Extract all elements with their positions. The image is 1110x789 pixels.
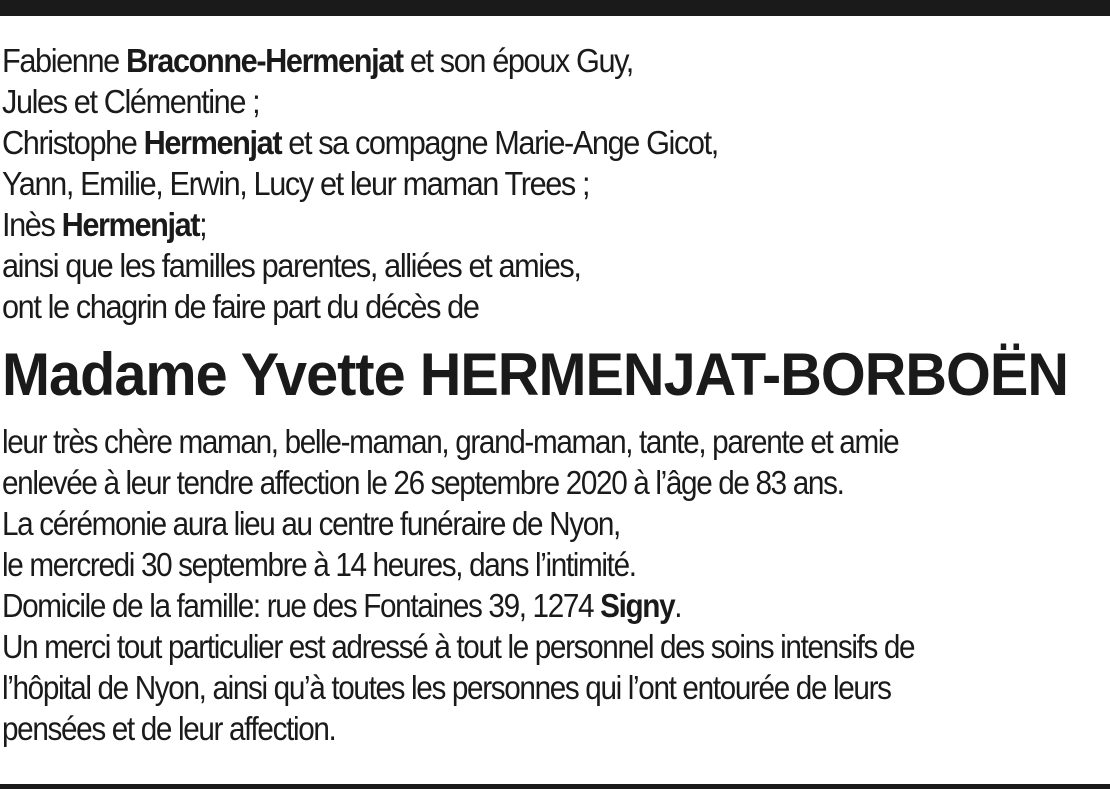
obituary-notice — [2, 40, 1108, 749]
intro-line-5: Inès Hermenjat; — [2, 206, 207, 243]
body-line-1: leur très chère maman, belle-maman, grand-maman, tante, parente et amie — [2, 423, 899, 460]
town-name: Signy — [600, 587, 675, 624]
intro-line-4: Yann, Emilie, Erwin, Lucy et leur maman Trees ; — [2, 165, 590, 202]
notice-body — [2, 421, 1108, 749]
intro-line-6: ainsi que les familles parentes, alliées et amies, — [2, 247, 581, 284]
deceased-name: Madame Yvette HERMENJAT-BORBOËN — [2, 341, 1068, 408]
surname: Hermenjat — [61, 206, 200, 243]
body-line-7: l’hôpital de Nyon, ainsi qu’à toutes les personnes qui l’ont entourée de leurs — [2, 669, 891, 706]
body-line-6: Un merci tout particulier est adressé à tout le personnel des soins intensifs de — [2, 628, 915, 665]
intro-line-1: Fabienne Braconne-Hermenjat et son époux Guy, — [2, 42, 633, 79]
family-list — [2, 40, 1108, 327]
intro-line-3: Christophe Hermenjat et sa compagne Marie-Ange Gicot, — [2, 124, 718, 161]
surname: Hermenjat — [143, 124, 282, 161]
body-line-3: La cérémonie aura lieu au centre funéraire de Nyon, — [2, 505, 620, 542]
surname: Braconne-Hermenjat — [125, 42, 403, 79]
body-line-4: le mercredi 30 septembre à 14 heures, dans l’intimité. — [2, 546, 636, 583]
bottom-rule — [0, 784, 1110, 789]
body-line-8: pensées et de leur affection. — [2, 710, 336, 747]
top-rule — [0, 0, 1110, 16]
intro-line-7: ont le chagrin de faire part du décès de — [2, 288, 479, 325]
intro-line-2: Jules et Clémentine ; — [2, 83, 260, 120]
body-line-5: Domicile de la famille: rue des Fontaines 39, 1274 Signy. — [2, 587, 682, 624]
body-line-2: enlevée à leur tendre affection le 26 septembre 2020 à l’âge de 83 ans. — [2, 464, 844, 501]
